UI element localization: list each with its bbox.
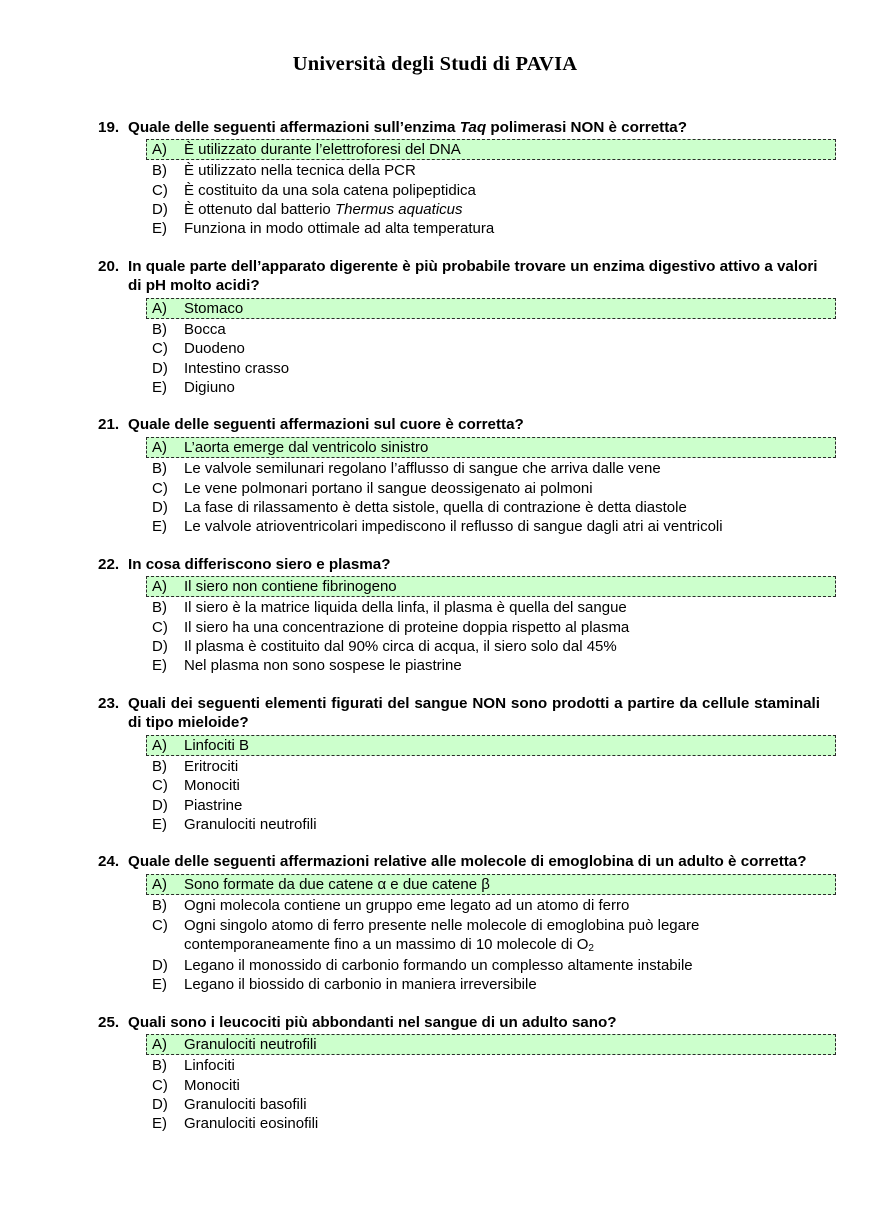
option-letter: E) (152, 1115, 167, 1133)
option-letter: B) (152, 897, 167, 915)
question-block (98, 257, 820, 398)
question-block (98, 555, 820, 676)
option-text: Ogni singolo atomo di ferro presente nelle molecole di emoglobina può legare contemporaneamente fino a un massimo di 10 molecole di $O_2$ (184, 916, 700, 955)
option-letter: B) (152, 1057, 167, 1075)
option-row[interactable] (152, 796, 820, 815)
option-text: Granulociti neutrofili (184, 816, 317, 834)
option-row[interactable] (152, 598, 820, 617)
option-list (98, 576, 820, 676)
option-row[interactable] (152, 498, 820, 517)
option-letter: D) (152, 1096, 168, 1114)
option-text: È ottenuto dal batterio Thermus aquaticus (184, 201, 463, 219)
option-row[interactable] (152, 339, 820, 358)
option-letter: C) (152, 916, 168, 934)
question-number: 19. (98, 118, 120, 136)
option-row[interactable] (152, 517, 820, 536)
option-row[interactable] (152, 219, 820, 238)
option-row[interactable] (152, 200, 820, 219)
option-row[interactable] (152, 776, 820, 795)
option-list (98, 735, 820, 835)
option-text: Granulociti neutrofili (184, 1036, 317, 1054)
option-letter: B) (152, 757, 167, 775)
option-letter: D) (152, 638, 168, 656)
option-text: Il plasma è costituito dal 90% circa di acqua, il siero solo dal 45% (184, 638, 617, 656)
option-list (98, 298, 820, 398)
option-letter: A) (152, 299, 167, 317)
question-heading (98, 257, 820, 296)
option-letter: C) (152, 618, 168, 636)
question-block (98, 118, 820, 239)
option-text: L’aorta emerge dal ventricolo sinistro (184, 438, 429, 456)
question-heading (98, 555, 820, 574)
question-text: In cosa differiscono siero e plasma? (128, 555, 391, 573)
option-text: Le valvole atrioventricolari impediscono il reflusso di sangue dagli atri ai ventricoli (184, 518, 723, 536)
option-letter: A) (152, 141, 167, 159)
page-title: Università degli Studi di PAVIA (292, 53, 578, 75)
question-heading (98, 1013, 820, 1032)
option-text: Monociti (184, 1076, 240, 1094)
option-text: Granulociti basofili (184, 1096, 307, 1114)
option-row[interactable] (152, 378, 820, 397)
option-row[interactable] (152, 1095, 820, 1114)
option-text: Le vene polmonari portano il sangue deossigenato ai polmoni (184, 479, 593, 497)
option-text: Piastrine (184, 796, 243, 814)
option-row[interactable] (152, 1056, 820, 1075)
question-number: 20. (98, 257, 120, 275)
option-row[interactable] (152, 916, 820, 956)
option-text: Granulociti eosinofili (184, 1115, 319, 1133)
option-letter: E) (152, 518, 167, 536)
question-number: 25. (98, 1013, 120, 1031)
option-text: Eritrociti (184, 757, 239, 775)
question-list (0, 118, 870, 1134)
option-row[interactable] (152, 656, 820, 675)
question-block (98, 1013, 820, 1134)
option-letter: C) (152, 777, 168, 795)
option-letter: E) (152, 976, 167, 994)
option-row[interactable] (152, 479, 820, 498)
option-text: Il siero ha una concentrazione di proteine doppia rispetto al plasma (184, 618, 630, 636)
option-row[interactable] (152, 359, 820, 378)
option-row-correct[interactable] (146, 139, 836, 160)
option-letter: C) (152, 181, 168, 199)
option-text: La fase di rilassamento è detta sistole, quella di contrazione è detta diastole (184, 498, 687, 516)
question-text: Quale delle seguenti affermazioni sull’enzima Taq polimerasi NON è corretta? (128, 118, 687, 136)
option-row-correct[interactable] (146, 1034, 836, 1055)
option-row[interactable] (152, 757, 820, 776)
option-text: Il siero è la matrice liquida della linfa, il plasma è quella del sangue (184, 599, 627, 617)
question-heading (98, 852, 820, 871)
option-text: È utilizzato durante l’elettroforesi del DNA (184, 141, 461, 159)
option-letter: B) (152, 460, 167, 478)
question-text: Quali dei seguenti elementi figurati del sangue NON sono prodotti a partire da cellule staminali di tipo mieloide? (128, 694, 820, 732)
option-text: Stomaco (184, 299, 244, 317)
option-letter: A) (152, 1036, 167, 1054)
option-text: Il siero non contiene fibrinogeno (184, 578, 397, 596)
question-number: 23. (98, 694, 120, 712)
option-letter: A) (152, 736, 167, 754)
option-list (98, 1034, 820, 1134)
option-row-correct[interactable] (146, 874, 836, 895)
option-text: Digiuno (184, 379, 235, 397)
option-letter: E) (152, 220, 167, 238)
option-letter: B) (152, 321, 167, 339)
option-text: Legano il monossido di carbonio formando un complesso altamente instabile (184, 956, 693, 974)
option-letter: D) (152, 498, 168, 516)
option-letter: A) (152, 438, 167, 456)
option-row-correct[interactable] (146, 298, 836, 319)
question-block (98, 694, 820, 835)
option-letter: D) (152, 956, 168, 974)
option-text: È utilizzato nella tecnica della PCR (184, 162, 416, 180)
question-text: Quale delle seguenti affermazioni relative alle molecole di emoglobina di un adulto è corretta? (128, 853, 807, 871)
option-text: Le valvole semilunari regolano l’afflusso di sangue che arriva dalle vene (184, 460, 661, 478)
option-text: Legano il biossido di carbonio in maniera irreversibile (184, 976, 537, 994)
option-letter: A) (152, 578, 167, 596)
option-row[interactable] (152, 956, 820, 975)
question-heading (98, 118, 820, 137)
option-row[interactable] (152, 637, 820, 656)
option-text: Linfociti (184, 1057, 235, 1075)
option-row[interactable] (152, 1114, 820, 1133)
option-row[interactable] (152, 618, 820, 637)
option-letter: E) (152, 657, 167, 675)
option-row-correct[interactable] (146, 437, 836, 458)
question-heading (98, 694, 820, 733)
option-letter: E) (152, 379, 167, 397)
question-number: 22. (98, 555, 120, 573)
option-row[interactable] (152, 1076, 820, 1095)
option-letter: D) (152, 201, 168, 219)
option-text: Sono formate da due catene α e due catene β (184, 875, 490, 893)
question-number: 24. (98, 853, 120, 871)
option-list (98, 437, 820, 537)
question-text: In quale parte dell’apparato digerente è più probabile trovare un enzima digestivo attivo a valori di pH molto acidi? (128, 257, 818, 295)
option-row[interactable] (152, 896, 820, 915)
question-text: Quali sono i leucociti più abbondanti nel sangue di un adulto sano? (128, 1013, 617, 1031)
question-number: 21. (98, 416, 120, 434)
option-row[interactable] (152, 459, 820, 478)
option-list (98, 874, 820, 995)
question-block (98, 852, 820, 994)
option-row-correct[interactable] (146, 576, 836, 597)
option-letter: C) (152, 479, 168, 497)
option-list (98, 139, 820, 239)
option-text: Monociti (184, 777, 240, 795)
question-text: Quale delle seguenti affermazioni sul cuore è corretta? (128, 416, 524, 434)
option-text: Ogni molecola contiene un gruppo eme legato ad un atomo di ferro (184, 897, 630, 915)
option-letter: C) (152, 340, 168, 358)
option-row[interactable] (152, 815, 820, 834)
option-text: Linfociti B (184, 736, 250, 754)
option-row[interactable] (152, 181, 820, 200)
option-letter: B) (152, 162, 167, 180)
option-text: Intestino crasso (184, 359, 290, 377)
option-text: Bocca (184, 321, 226, 339)
option-text: Nel plasma non sono sospese le piastrine (184, 657, 462, 675)
question-block (98, 415, 820, 536)
option-row-correct[interactable] (146, 735, 836, 756)
option-letter: A) (152, 875, 167, 893)
option-text: Duodeno (184, 340, 245, 358)
option-letter: E) (152, 816, 167, 834)
option-text: È costituito da una sola catena polipeptidica (184, 181, 476, 199)
option-row[interactable] (152, 320, 820, 339)
option-letter: D) (152, 796, 168, 814)
option-letter: D) (152, 359, 168, 377)
option-row[interactable] (152, 161, 820, 180)
option-letter: B) (152, 599, 167, 617)
option-text: Funziona in modo ottimale ad alta temperatura (184, 220, 495, 238)
option-row[interactable] (152, 975, 820, 994)
option-letter: C) (152, 1076, 168, 1094)
question-heading (98, 415, 820, 434)
